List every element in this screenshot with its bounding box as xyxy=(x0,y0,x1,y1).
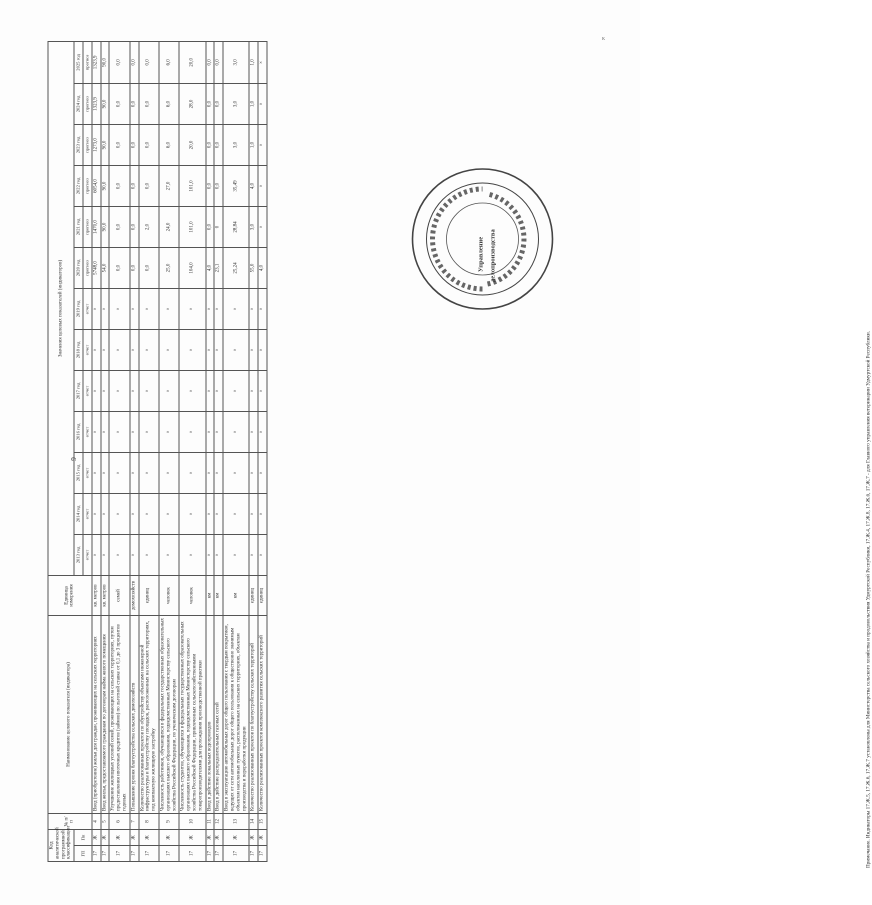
year-header: 2023 год xyxy=(74,124,83,165)
value-cell: 2,0 xyxy=(139,206,159,247)
indicator-name-cell: Количество реализованных проектов по благоустройству сельских территорий xyxy=(249,615,258,813)
table-row xyxy=(101,41,110,861)
table-row xyxy=(249,41,258,861)
value-cell: 0,0 xyxy=(206,165,215,206)
rotated-content xyxy=(48,42,872,868)
unit-cell: семей xyxy=(109,575,129,615)
pp-cell: Ж xyxy=(206,829,215,845)
value-cell: × xyxy=(249,329,258,370)
kind-header: отчет xyxy=(83,411,92,452)
row-number-cell: 14 xyxy=(249,813,258,829)
gp-cell: 17 xyxy=(109,846,129,862)
value-cell: 3,0 xyxy=(249,206,258,247)
value-cell: 3,0 xyxy=(223,124,249,165)
footnote: Примечание. Индикаторы 17.Ж.5, 17.Ж.6, 17.Ж.7 установлены для Министерства сельского хозяйства и продовольствия Удмуртской Республики, 17.Ж.4, 17.Ж.8, 17.Ж.6, 17.Ж.7 - для Главного управления ветеринарии Удмуртской Республики. xyxy=(865,331,872,868)
value-cell: × xyxy=(258,124,267,165)
indicators-table xyxy=(48,41,268,862)
kind-header: отчет xyxy=(83,329,92,370)
value-cell: × xyxy=(101,329,110,370)
gp-header: ГП xyxy=(74,846,92,862)
value-cell: × xyxy=(139,411,159,452)
indicator-name-cell: Ввод жилья, предоставляемого гражданам по договорам найма жилого помещения xyxy=(101,615,110,813)
value-cell: 101,0 xyxy=(179,165,205,206)
value-cell: 0,0 xyxy=(139,124,159,165)
row-number-cell: 15 xyxy=(258,813,267,829)
year-header: 2022 год xyxy=(74,165,83,206)
value-cell: 3,0 xyxy=(223,83,249,124)
year-header: 2013 год xyxy=(74,534,83,575)
value-cell: 35,49 xyxy=(223,165,249,206)
value-cell: × xyxy=(249,534,258,575)
num-header: № п/п xyxy=(48,813,92,829)
value-cell: × xyxy=(249,370,258,411)
value-cell: × xyxy=(179,452,205,493)
name-header: Наименование целевого показателя (индикатора) xyxy=(48,615,92,813)
value-cell: 1470,0 xyxy=(92,206,101,247)
value-cell: 0,0 xyxy=(139,41,159,83)
value-cell: × xyxy=(206,288,215,329)
value-cell: 90,0 xyxy=(101,41,110,83)
gp-cell: 17 xyxy=(92,846,101,862)
value-cell: × xyxy=(258,329,267,370)
value-cell: 90,0 xyxy=(101,165,110,206)
gp-cell: 17 xyxy=(206,846,215,862)
kind-header: прогноз xyxy=(83,83,92,124)
unit-cell: кв. метров xyxy=(101,575,110,615)
value-cell: × xyxy=(101,534,110,575)
value-cell: 25,0 xyxy=(159,247,179,288)
value-cell: × xyxy=(101,452,110,493)
value-cell: × xyxy=(139,452,159,493)
value-cell: 0,0 xyxy=(130,41,139,83)
gp-cell: 17 xyxy=(249,846,258,862)
unit-header: Единица измерения xyxy=(48,575,92,615)
value-cell: × xyxy=(130,288,139,329)
value-cell: × xyxy=(258,165,267,206)
value-cell: × xyxy=(206,534,215,575)
row-number-cell: 10 xyxy=(179,813,205,829)
value-cell: 90,0 xyxy=(101,206,110,247)
kind-header: прогноз xyxy=(83,206,92,247)
table-row xyxy=(206,41,215,861)
unit-cell: кв. метров xyxy=(92,575,101,615)
kind-header: отчет xyxy=(83,370,92,411)
value-cell: 0 xyxy=(214,206,223,247)
value-cell: 0,0 xyxy=(214,41,223,83)
value-cell: 27,0 xyxy=(159,165,179,206)
table-row xyxy=(258,41,267,861)
pp-header: Пп xyxy=(74,829,92,845)
kind-header: отчет xyxy=(83,452,92,493)
value-cell: 0,0 xyxy=(130,124,139,165)
value-cell: × xyxy=(159,329,179,370)
code-group-header: Код аналитической программной классификации xyxy=(48,829,74,861)
value-cell: 20,0 xyxy=(179,41,205,83)
year-header: 2018 год xyxy=(74,329,83,370)
value-cell: × xyxy=(139,370,159,411)
kind-header: прогноз xyxy=(83,41,92,83)
value-cell: × xyxy=(109,411,129,452)
indicator-name-cell: Ввод в эксплуатацию автомобильных дорог общего пользования с твердым покрытием, ведущих от сети автомобильных дорог общего пользования к общественно значимым объектам населенных пунктов, расположенных на сельских территориях, объектам производства и переработки продукции xyxy=(223,615,249,813)
year-header: 2021 год xyxy=(74,206,83,247)
row-number-cell: 7 xyxy=(130,813,139,829)
row-number-cell: 6 xyxy=(109,813,129,829)
kind-header: отчет xyxy=(83,493,92,534)
year-header: 2016 год xyxy=(74,411,83,452)
value-cell: 0,0 xyxy=(139,83,159,124)
value-cell: 24,0 xyxy=(159,206,179,247)
value-cell: × xyxy=(249,493,258,534)
unit-cell: км xyxy=(223,575,249,615)
value-cell: 0,0 xyxy=(139,247,159,288)
value-cell: × xyxy=(159,288,179,329)
gp-cell: 17 xyxy=(159,846,179,862)
value-cell: 6054,0 xyxy=(92,165,101,206)
year-header: 2024 год xyxy=(74,83,83,124)
value-cell: 0,0 xyxy=(130,83,139,124)
value-cell: × xyxy=(223,288,249,329)
gp-cell: 17 xyxy=(101,846,110,862)
table-row xyxy=(179,41,205,861)
value-cell: × xyxy=(159,452,179,493)
unit-cell: человек xyxy=(179,575,205,615)
table-row xyxy=(159,41,179,861)
value-cell: 1323,9 xyxy=(92,83,101,124)
kind-header: прогноз xyxy=(83,165,92,206)
indicator-name-cell: Ввод в действие распределительных газовых сетей xyxy=(214,615,223,813)
unit-cell: домохозяйств xyxy=(130,575,139,615)
value-cell: × xyxy=(109,493,129,534)
value-cell: × xyxy=(101,288,110,329)
value-cell: × xyxy=(101,493,110,534)
indicator-name-cell: Количество реализованных проектов комплексного развития сельских территорий xyxy=(258,615,267,813)
value-cell: × xyxy=(179,329,205,370)
value-cell: 0,0 xyxy=(139,165,159,206)
value-cell: × xyxy=(159,534,179,575)
value-cell: 55,0 xyxy=(249,247,258,288)
table-row xyxy=(92,41,101,861)
value-cell: 0,0 xyxy=(130,165,139,206)
value-cell: 4,0 xyxy=(206,247,215,288)
value-cell: 23,1 xyxy=(214,247,223,288)
indicator-name-cell: Численность работников, обучающихся в федеральных государственных образовательных организациях высшего образования, подведомственных Министерству сельского хозяйства Российской Федерации, по ученическим договорам xyxy=(159,615,179,813)
table-row xyxy=(130,41,139,861)
value-cell: 0,0 xyxy=(109,83,129,124)
value-cell: 1,0 xyxy=(249,41,258,83)
pp-cell: Ж xyxy=(214,829,223,845)
value-cell: 101,0 xyxy=(179,206,205,247)
value-cell: × xyxy=(101,370,110,411)
pp-cell: Ж xyxy=(179,829,205,845)
value-cell: × xyxy=(223,329,249,370)
value-cell: × xyxy=(258,452,267,493)
value-cell: 0,0 xyxy=(109,165,129,206)
value-cell: 0,0 xyxy=(109,41,129,83)
value-cell: × xyxy=(214,329,223,370)
value-cell: × xyxy=(214,411,223,452)
value-cell: × xyxy=(109,534,129,575)
pp-cell: Ж xyxy=(101,829,110,845)
value-cell: 54,0 xyxy=(101,247,110,288)
value-cell: 20,0 xyxy=(179,124,205,165)
pp-cell: Ж xyxy=(159,829,179,845)
value-cell: × xyxy=(159,493,179,534)
value-cell: 3,0 xyxy=(223,41,249,83)
value-cell: 0,0 xyxy=(206,41,215,83)
value-cell: × xyxy=(109,329,129,370)
value-cell: × xyxy=(130,370,139,411)
value-cell: × xyxy=(130,452,139,493)
value-cell: × xyxy=(92,411,101,452)
value-cell: × xyxy=(130,411,139,452)
value-cell: × xyxy=(92,329,101,370)
value-cell: 0,0 xyxy=(214,165,223,206)
value-cell: × xyxy=(206,329,215,370)
value-cell: × xyxy=(109,288,129,329)
value-cell: × xyxy=(223,370,249,411)
value-cell: 5748,0 xyxy=(92,247,101,288)
value-cell: 1273,0 xyxy=(92,124,101,165)
indicator-name-cell: Количество реализованных проектов по обустройству объектами инженерной инфраструктуры и благоустройству площадок, расположенных на сельских территориях, под компактную жилищную застройку xyxy=(139,615,159,813)
corner-mark: к xyxy=(602,36,605,42)
pp-cell: Ж xyxy=(130,829,139,845)
pp-cell: Ж xyxy=(92,829,101,845)
value-cell: 1,0 xyxy=(249,83,258,124)
value-cell: × xyxy=(249,288,258,329)
value-cell: × xyxy=(179,534,205,575)
table-row xyxy=(214,41,223,861)
pp-cell: Ж xyxy=(258,829,267,845)
value-cell: × xyxy=(258,206,267,247)
year-header: 2019 год xyxy=(74,288,83,329)
row-number-cell: 4 xyxy=(92,813,101,829)
table-row xyxy=(223,41,249,861)
unit-cell: км xyxy=(214,575,223,615)
value-cell: × xyxy=(92,288,101,329)
value-cell: × xyxy=(258,288,267,329)
value-cell: × xyxy=(92,452,101,493)
value-cell: 28,0 xyxy=(179,83,205,124)
gp-cell: 17 xyxy=(139,846,159,862)
value-cell: × xyxy=(223,411,249,452)
value-cell: × xyxy=(101,411,110,452)
indicator-name-cell: Повышение уровня благоустройства сельских домохозяйств xyxy=(130,615,139,813)
row-number-cell: 9 xyxy=(159,813,179,829)
value-cell: × xyxy=(258,534,267,575)
value-cell: × xyxy=(92,370,101,411)
value-cell: × xyxy=(109,452,129,493)
value-cell: × xyxy=(258,411,267,452)
unit-cell: единиц xyxy=(139,575,159,615)
value-cell: × xyxy=(159,411,179,452)
value-cell: × xyxy=(249,452,258,493)
kind-header: прогноз xyxy=(83,124,92,165)
value-cell: × xyxy=(206,493,215,534)
value-cell: × xyxy=(206,370,215,411)
value-cell: × xyxy=(258,493,267,534)
pp-cell: Ж xyxy=(249,829,258,845)
value-cell: × xyxy=(179,288,205,329)
value-cell: × xyxy=(258,83,267,124)
value-cell: × xyxy=(109,370,129,411)
gp-cell: 17 xyxy=(223,846,249,862)
year-header: 2015 год xyxy=(74,452,83,493)
value-cell: 1323,9 xyxy=(92,41,101,83)
value-cell: 0,0 xyxy=(130,206,139,247)
stamp-line-2: делопроизводства xyxy=(489,229,497,282)
value-cell: × xyxy=(139,288,159,329)
value-cell: × xyxy=(214,493,223,534)
pp-cell: Ж xyxy=(109,829,129,845)
kind-header: прогноз xyxy=(83,247,92,288)
kind-header: отчет xyxy=(83,288,92,329)
value-cell: × xyxy=(223,534,249,575)
value-cell: × xyxy=(179,411,205,452)
values-group-header: Значения целевых показателей (индикаторов) xyxy=(48,41,74,575)
value-cell: × xyxy=(214,452,223,493)
gp-cell: 17 xyxy=(214,846,223,862)
row-number-cell: 8 xyxy=(139,813,159,829)
value-cell: 4,0 xyxy=(249,165,258,206)
value-cell: 90,0 xyxy=(101,124,110,165)
indicator-name-cell: Численность студентов, обучающихся в федеральных государственных образовательных организациях высшего образования, подведомственных Министерству сельского хозяйства Российской Федерации, привлеченных сельскохозяйственными товаропроизводителями для прохождения производственной практики xyxy=(179,615,205,813)
value-cell: × xyxy=(92,493,101,534)
value-cell: 0,0 xyxy=(109,247,129,288)
value-cell: 28,84 xyxy=(223,206,249,247)
indicator-name-cell: Улучшение жилищных условий семей, проживающих на сельских территориях, путем предоставления ипотечных кредитов (займов) по льготной ставке от 0,1 до 3 процентов годовых xyxy=(109,615,129,813)
value-cell: × xyxy=(139,329,159,370)
value-cell: × xyxy=(139,534,159,575)
value-cell: 6,0 xyxy=(159,83,179,124)
unit-cell: человек xyxy=(159,575,179,615)
value-cell: 0,0 xyxy=(214,124,223,165)
value-cell: × xyxy=(223,452,249,493)
row-number-cell: 12 xyxy=(214,813,223,829)
value-cell: 90,0 xyxy=(101,83,110,124)
value-cell: 0,0 xyxy=(109,206,129,247)
row-number-cell: 5 xyxy=(101,813,110,829)
value-cell: × xyxy=(206,452,215,493)
value-cell: × xyxy=(214,370,223,411)
value-cell: × xyxy=(159,370,179,411)
value-cell: × xyxy=(206,411,215,452)
value-cell: 0,0 xyxy=(206,124,215,165)
value-cell: 104,0 xyxy=(179,247,205,288)
stamp-line-1: Управление xyxy=(477,236,485,272)
value-cell: × xyxy=(139,493,159,534)
value-cell: × xyxy=(214,534,223,575)
value-cell: × xyxy=(130,493,139,534)
gp-cell: 17 xyxy=(179,846,205,862)
page-number: 9 xyxy=(69,457,78,461)
value-cell: × xyxy=(214,288,223,329)
table-row xyxy=(109,41,129,861)
unit-cell: единиц xyxy=(249,575,258,615)
indicator-name-cell: Ввод (приобретение) жилья для граждан, проживающих на сельских территориях xyxy=(92,615,101,813)
value-cell: 0,0 xyxy=(130,247,139,288)
value-cell: 1,0 xyxy=(249,124,258,165)
value-cell: × xyxy=(223,493,249,534)
value-cell: 25,24 xyxy=(223,247,249,288)
row-number-cell: 13 xyxy=(223,813,249,829)
value-cell: 0,0 xyxy=(214,83,223,124)
unit-cell: км xyxy=(206,575,215,615)
value-cell: × xyxy=(258,370,267,411)
kind-header: отчет xyxy=(83,534,92,575)
value-cell: 0,0 xyxy=(109,124,129,165)
value-cell: 0,0 xyxy=(206,206,215,247)
row-number-cell: 11 xyxy=(206,813,215,829)
value-cell: 4,0 xyxy=(258,247,267,288)
value-cell: × xyxy=(249,411,258,452)
value-cell: × xyxy=(92,534,101,575)
year-header: 2017 год xyxy=(74,370,83,411)
year-header: 2025 год xyxy=(74,41,83,83)
value-cell: × xyxy=(179,493,205,534)
indicator-name-cell: Ввод в действие локальных водопроводов xyxy=(206,615,215,813)
gp-cell: 17 xyxy=(258,846,267,862)
table-row xyxy=(139,41,159,861)
gp-cell: 17 xyxy=(130,846,139,862)
pp-cell: Ж xyxy=(139,829,159,845)
value-cell: 6,0 xyxy=(159,41,179,83)
value-cell: 0,0 xyxy=(206,83,215,124)
pp-cell: Ж xyxy=(223,829,249,845)
value-cell: × xyxy=(179,370,205,411)
value-cell: × xyxy=(130,329,139,370)
year-header: 2020 год xyxy=(74,247,83,288)
value-cell: × xyxy=(258,41,267,83)
value-cell: × xyxy=(130,534,139,575)
year-header: 2014 год xyxy=(74,493,83,534)
value-cell: 6,0 xyxy=(159,124,179,165)
unit-cell: единиц xyxy=(258,575,267,615)
